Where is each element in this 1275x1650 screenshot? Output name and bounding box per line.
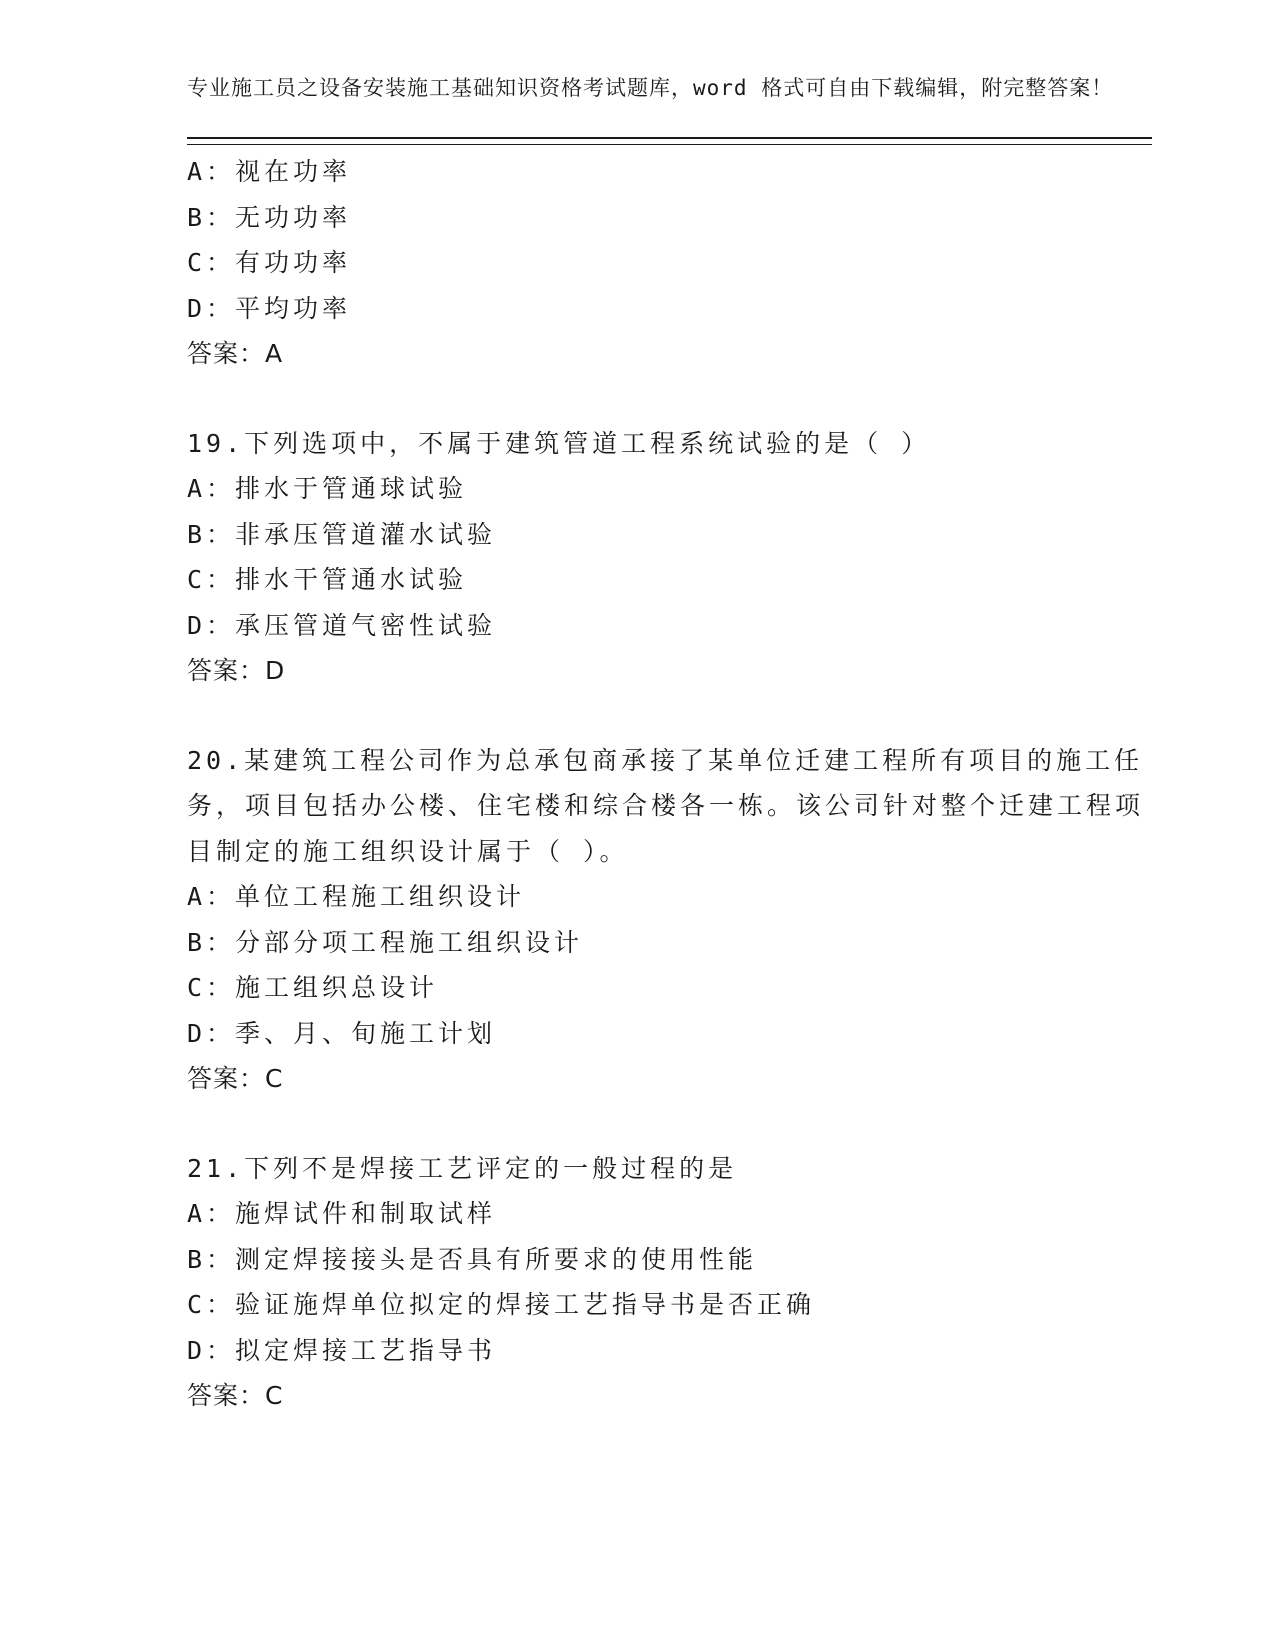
option-b: B：测定焊接接头是否具有所要求的使用性能 bbox=[187, 1244, 758, 1274]
option-c: C：排水干管通水试验 bbox=[187, 565, 468, 594]
option-d: D：拟定焊接工艺指导书 bbox=[187, 1335, 497, 1365]
question-stem: 21.下列不是焊接工艺评定的一般过程的是 bbox=[187, 1153, 738, 1183]
question-list bbox=[187, 149, 1152, 1419]
option-d: D：承压管道气密性试验 bbox=[187, 610, 497, 640]
question-stem: 19.下列选项中，不属于建筑管道工程系统试验的是（ ） bbox=[187, 428, 931, 458]
option-b: B：非承压管道灌水试验 bbox=[187, 519, 497, 549]
option-c: C：有功功率 bbox=[187, 248, 352, 277]
option-c: C：施工组织总设计 bbox=[187, 973, 439, 1002]
option-d: D：季、月、旬施工计划 bbox=[187, 1018, 497, 1048]
option-a: A：排水于管通球试验 bbox=[187, 474, 468, 503]
document-header: 专业施工员之设备安装施工基础知识资格考试题库，word 格式可自由下载编辑，附完整答案！ bbox=[187, 76, 1114, 100]
option-c: C：验证施焊单位拟定的焊接工艺指导书是否正确 bbox=[187, 1290, 816, 1319]
answer: 答案：A bbox=[187, 339, 284, 368]
option-a: A：视在功率 bbox=[187, 157, 352, 186]
option-b: B：分部分项工程施工组织设计 bbox=[187, 927, 584, 957]
question-20-block bbox=[187, 738, 1152, 1102]
option-d: D：平均功率 bbox=[187, 293, 352, 323]
option-b: B：无功功率 bbox=[187, 202, 352, 232]
answer: 答案：C bbox=[187, 1064, 284, 1093]
answer: 答案：D bbox=[187, 656, 286, 685]
question-19-block bbox=[187, 421, 1152, 694]
document-page bbox=[187, 72, 1152, 1419]
question-21-block bbox=[187, 1146, 1152, 1419]
option-a: A：单位工程施工组织设计 bbox=[187, 882, 526, 911]
option-a: A：施焊试件和制取试样 bbox=[187, 1199, 497, 1228]
answer: 答案：C bbox=[187, 1381, 284, 1410]
question-18-block bbox=[187, 149, 1152, 377]
header-divider bbox=[187, 137, 1152, 145]
question-stem: 20.某建筑工程公司作为总承包商承接了某单位迁建工程所有项目的施工任务，项目包括办公楼、住宅楼和综合楼各一栋。该公司针对整个迁建工程项目制定的施工组织设计属于（ ）。 bbox=[187, 745, 1145, 866]
